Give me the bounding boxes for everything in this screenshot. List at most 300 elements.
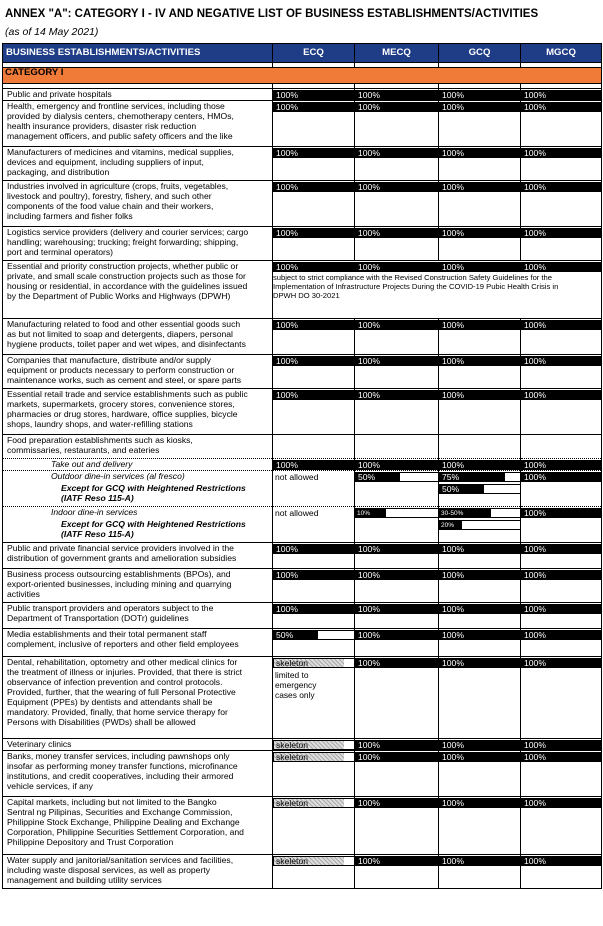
text-line: Manufacturers of medicines and vitamins, medical supplies, (7, 147, 234, 157)
table-row (3, 89, 602, 101)
table-row (3, 261, 602, 319)
capacity-bar (355, 856, 439, 866)
capacity-bar (355, 102, 439, 112)
capacity-bar (521, 460, 602, 470)
row-label (3, 603, 273, 629)
capacity-bar (439, 544, 521, 554)
capacity-value: skeleton (274, 857, 344, 865)
capacity-value: 100% (522, 183, 602, 191)
capacity-bar (439, 856, 521, 866)
text-line: emergency (275, 680, 317, 690)
capacity-bar (355, 508, 439, 518)
text-line: Essential retail trade and service establishments such as public (7, 389, 248, 399)
capacity-bar (521, 798, 602, 808)
text-line: livestock and poultry), forestry, fishery, and such other (7, 191, 212, 201)
text-line: complement, inclusive of reporters and other field employees (7, 639, 239, 649)
table-row (3, 519, 602, 543)
capacity-value: 100% (440, 149, 521, 157)
text-line: health insurance providers, disaster risk reduction (7, 121, 197, 131)
page-subtitle: (as of 14 May 2021) (5, 26, 99, 38)
text-line: commissaries, restaurants, and eateries (7, 445, 160, 455)
capacity-bar (521, 658, 602, 668)
text-line: Business process outsourcing establishments (BPOs), and (7, 569, 231, 579)
text-line: Essential and priority construction projects, whether public or (7, 261, 239, 271)
capacity-value: 100% (274, 263, 358, 271)
table-row (3, 483, 602, 507)
text-line: Health, emergency and frontline services, including those (7, 101, 225, 111)
capacity-value: 100% (356, 103, 439, 111)
capacity-value: 100% (274, 357, 355, 365)
row-label (3, 389, 273, 435)
capacity-value: 100% (356, 183, 439, 191)
capacity-value: 100% (522, 473, 602, 481)
row-label: Veterinary clinics (3, 739, 273, 751)
row-label (3, 181, 273, 227)
text-line: Capital markets, including but not limited to the Bangko (7, 797, 217, 807)
skeleton-badge (273, 658, 355, 668)
capacity-value: 100% (356, 321, 439, 329)
capacity-bar (355, 752, 439, 762)
skeleton-badge (273, 740, 355, 750)
capacity-bar (439, 798, 521, 808)
row-label: Outdoor dine-in services (al fresco) (3, 471, 273, 483)
capacity-bar (273, 570, 355, 580)
capacity-bar (355, 390, 439, 400)
row-label (3, 543, 273, 569)
capacity-bar (521, 228, 602, 238)
capacity-bar (355, 356, 439, 366)
text-line: institutions, and credit cooperatives, including their armored (7, 771, 234, 781)
capacity-bar (355, 262, 441, 272)
text-line: Department of Transportation (DOTr) guidelines (7, 613, 189, 623)
table-row (3, 629, 602, 657)
capacity-bar (355, 228, 439, 238)
exception-label (3, 483, 273, 507)
capacity-value: 100% (522, 461, 602, 469)
text-line: pharmacies or drug stores, hardware, office supplies, bicycle (7, 409, 238, 419)
text-line: Food preparation establishments such as kiosks, (7, 435, 193, 445)
capacity-bar (355, 740, 439, 750)
text-line: Banks, money transfer services, including pawnshops only (7, 751, 230, 761)
capacity-bar (355, 472, 439, 482)
row-label (3, 355, 273, 389)
table-row (3, 147, 602, 181)
capacity-bar (273, 90, 355, 100)
capacity-value: 100% (522, 799, 602, 807)
capacity-bar (273, 356, 355, 366)
row-label (3, 569, 273, 603)
capacity-value: 50% (356, 473, 400, 481)
construction-values (273, 261, 602, 319)
text-line: (IATF Reso 115-A) (61, 528, 134, 539)
capacity-bar (521, 102, 602, 112)
text-line: port and terminal operators) (7, 247, 114, 257)
capacity-bar (355, 320, 439, 330)
skeleton-badge (273, 752, 355, 762)
column-header-mgcq: MGCQ (521, 44, 602, 63)
column-header-ecq: ECQ (273, 44, 355, 63)
capacity-value: 100% (356, 357, 439, 365)
table-row (3, 739, 602, 751)
capacity-value: 100% (522, 229, 602, 237)
capacity-value: 100% (522, 357, 602, 365)
capacity-value: 100% (356, 605, 439, 613)
table-header-row (3, 44, 602, 63)
row-label (3, 657, 273, 739)
capacity-value: 100% (440, 461, 521, 469)
capacity-bar (439, 90, 521, 100)
skeleton-badge (273, 798, 355, 808)
column-header-mecq: MECQ (355, 44, 439, 63)
capacity-value: skeleton (274, 799, 344, 807)
capacity-value: 100% (440, 263, 524, 271)
text-line: management and building utility services (7, 875, 162, 885)
capacity-value: 100% (274, 461, 355, 469)
text-line: activities (7, 589, 40, 599)
text-line: export-oriented businesses, including mining and quarrying (7, 579, 232, 589)
capacity-value: 100% (274, 149, 355, 157)
text-line: Media establishments and their total permanent staff (7, 629, 207, 639)
capacity-bar (521, 570, 602, 580)
table-row (3, 657, 602, 739)
capacity-bar (439, 460, 521, 470)
capacity-bar (273, 320, 355, 330)
capacity-value: 100% (440, 229, 521, 237)
capacity-value: 100% (356, 263, 440, 271)
capacity-value: 100% (522, 149, 602, 157)
capacity-value: 100% (356, 91, 439, 99)
text-line: as but not limited to soap and detergents, diapers, personal (7, 329, 233, 339)
capacity-bar (439, 472, 521, 482)
text-line: by the Department of Public Works and Highways (DPWH) (7, 291, 231, 301)
capacity-bar (521, 90, 602, 100)
capacity-value: 100% (440, 659, 521, 667)
text-line: observance of infection prevention and control protocols. (7, 677, 223, 687)
text-line: including waste disposal services, as well as property (7, 865, 211, 875)
text-line: Persons with Disabilities (PWDs) shall be allowed (7, 717, 196, 727)
capacity-value: 100% (522, 321, 602, 329)
capacity-bar (273, 228, 355, 238)
capacity-bar (521, 544, 602, 554)
text-line: Provided, further, that the wearing of full Personal Protective (7, 687, 236, 697)
capacity-value: 100% (522, 857, 602, 865)
text-line: maintenance works, such as cement and steel, or spare parts (7, 375, 242, 385)
text-line: Companies that manufacture, distribute and/or supply (7, 355, 211, 365)
capacity-value: 100% (440, 91, 521, 99)
capacity-value: 100% (522, 741, 602, 749)
capacity-bar (521, 356, 602, 366)
capacity-value: 75% (440, 473, 505, 481)
capacity-value: 100% (356, 659, 439, 667)
business-table (2, 43, 602, 889)
text-line: components of the food value chain and their workers, (7, 201, 214, 211)
capacity-bar (273, 544, 355, 554)
text-line: Logistics service providers (delivery and courier services; cargo (7, 227, 249, 237)
capacity-bar (439, 508, 521, 518)
text-line: provided by dialysis centers, chemotherapy centers, HMOs, (7, 111, 234, 121)
capacity-value: 100% (522, 91, 602, 99)
text-line: Except for GCQ with Heightened Restrictions (61, 518, 246, 529)
text-line: subject to strict compliance with the Revised Construction Safety Guidelines for the (273, 273, 552, 282)
capacity-value: 100% (274, 183, 355, 191)
capacity-value: 100% (356, 631, 439, 639)
table-row (3, 227, 602, 261)
construction-note (273, 272, 601, 300)
capacity-value: 100% (356, 857, 439, 865)
capacity-bar (439, 102, 521, 112)
capacity-bar (355, 658, 439, 668)
capacity-bar (439, 752, 521, 762)
skeleton-badge (273, 856, 355, 866)
row-label (3, 261, 273, 319)
table-row (3, 603, 602, 629)
capacity-bar (273, 262, 359, 272)
table-row (3, 319, 602, 355)
capacity-value: 100% (274, 545, 355, 553)
capacity-bar (521, 740, 602, 750)
text-line: DPWH DO 30-2021 (273, 291, 340, 300)
capacity-value: skeleton (274, 741, 344, 749)
text-line: Philippine Stock Exchange, Philippine Dealing and Exchange (7, 817, 240, 827)
text-line: Manufacturing related to food and other essential goods such (7, 319, 241, 329)
row-label (3, 855, 273, 889)
text-line: Implementation of Infrastructure Projects During the COVID-19 Pubic Health Crisis in (273, 282, 559, 291)
capacity-value: 100% (440, 631, 521, 639)
capacity-bar (355, 544, 439, 554)
capacity-bar (521, 856, 602, 866)
capacity-bar (273, 460, 355, 470)
capacity-value: 100% (274, 391, 355, 399)
text-line: distribution of government grants and amelioration subsidies (7, 553, 237, 563)
row-label (3, 101, 273, 147)
text-line: limited to (275, 670, 309, 680)
text-line: equipment or products necessary to perform construction or (7, 365, 235, 375)
capacity-value: 100% (440, 753, 521, 761)
table-row (3, 471, 602, 483)
capacity-value: 100% (356, 149, 439, 157)
capacity-bar (521, 752, 602, 762)
capacity-bar (439, 740, 521, 750)
text-line: private, and small scale construction projects such as those for (7, 271, 246, 281)
capacity-bar (355, 90, 439, 100)
text-line: (IATF Reso 115-A) (61, 492, 134, 503)
text-line: shops, laundry shops, and water-refilling stations (7, 419, 193, 429)
capacity-value: 100% (522, 659, 602, 667)
capacity-bar (273, 604, 355, 614)
capacity-value: 100% (440, 571, 521, 579)
text-line: Public and private hospitals (7, 89, 112, 99)
text-line: Water supply and janitorial/sanitation services and facilities, (7, 855, 234, 865)
capacity-value: 30-50% (440, 509, 491, 517)
capacity-value: 100% (522, 509, 602, 517)
capacity-value: 100% (274, 321, 355, 329)
capacity-value: 100% (440, 605, 521, 613)
capacity-bar (355, 630, 439, 640)
capacity-bar (521, 148, 602, 158)
text-line: handling; warehousing; trucking; freight forwarding; shipping, (7, 237, 239, 247)
capacity-value: 100% (274, 571, 355, 579)
capacity-value: 100% (274, 103, 355, 111)
capacity-value: 100% (440, 321, 521, 329)
text-line: Philippine Depository and Trust Corporation (7, 837, 174, 847)
capacity-value: 100% (522, 605, 602, 613)
capacity-text: not allowed (275, 472, 319, 482)
table-row (3, 355, 602, 389)
capacity-value: 100% (440, 391, 521, 399)
text-line: Equipment (PPEs) by dentists and attendants shall be (7, 697, 213, 707)
capacity-value: skeleton (274, 753, 344, 761)
capacity-bar (439, 390, 521, 400)
table-row (3, 797, 602, 855)
row-label (3, 227, 273, 261)
capacity-value: 100% (440, 545, 521, 553)
table-row (3, 389, 602, 435)
capacity-bar (439, 262, 525, 272)
text-line: the treatment of illness or injuries. Provided, that there is strict (7, 667, 242, 677)
capacity-value: 100% (522, 753, 602, 761)
capacity-bar (355, 182, 439, 192)
capacity-value: 50% (274, 631, 318, 639)
text-line: Sentral ng Pilipinas, Securities and Exchange Commission, (7, 807, 233, 817)
capacity-value: 100% (274, 229, 355, 237)
capacity-value: 10% (356, 509, 386, 517)
row-label: Take out and delivery (3, 459, 273, 471)
capacity-value: 100% (522, 631, 602, 639)
text-line: Dental, rehabilitation, optometry and other medical clinics for (7, 657, 238, 667)
capacity-bar (439, 658, 521, 668)
capacity-bar (521, 182, 602, 192)
row-label: Indoor dine-in services (3, 507, 273, 519)
capacity-bar (521, 630, 602, 640)
capacity-bar (273, 148, 355, 158)
row-label (3, 147, 273, 181)
table-row (3, 459, 602, 471)
column-header-gcq: GCQ (439, 44, 521, 63)
capacity-value: 100% (356, 545, 439, 553)
capacity-value: 100% (440, 183, 521, 191)
table-row (3, 751, 602, 797)
capacity-value: 100% (356, 571, 439, 579)
row-label (3, 629, 273, 657)
capacity-bar (439, 604, 521, 614)
table-row (3, 855, 602, 889)
row-label (3, 89, 273, 101)
table-row (3, 101, 602, 147)
capacity-bar (355, 148, 439, 158)
text-line: vehicle services, if any (7, 781, 93, 791)
capacity-text: not allowed (275, 508, 319, 518)
capacity-value: 100% (356, 461, 439, 469)
text-line: Except for GCQ with Heightened Restrictions (61, 482, 246, 493)
capacity-value: 100% (440, 857, 521, 865)
capacity-bar (355, 570, 439, 580)
capacity-value: skeleton (274, 659, 344, 667)
category-row (3, 68, 602, 84)
capacity-bar (521, 604, 602, 614)
capacity-bar (355, 460, 439, 470)
dental-note (273, 668, 354, 700)
capacity-value: 100% (356, 753, 439, 761)
capacity-value: 100% (522, 391, 602, 399)
capacity-bar (439, 182, 521, 192)
column-header-activities: BUSINESS ESTABLISHMENTS/ACTIVITIES (3, 44, 273, 63)
text-line: cases only (275, 690, 315, 700)
capacity-value: 100% (522, 545, 602, 553)
capacity-bar (273, 102, 355, 112)
capacity-bar (521, 390, 602, 400)
text-line: mandatory. Provided, finally, that home service therapy for (7, 707, 228, 717)
row-label (3, 797, 273, 855)
capacity-bar (439, 484, 521, 494)
text-line: insofar as performing money transfer functions, microfinance (7, 761, 238, 771)
capacity-value: 100% (440, 799, 521, 807)
table-row (3, 543, 602, 569)
capacity-bar (273, 630, 355, 640)
category-label: CATEGORY I (3, 68, 602, 84)
capacity-bar (521, 508, 602, 518)
row-label (3, 319, 273, 355)
capacity-bar (439, 148, 521, 158)
table-row (3, 507, 602, 519)
capacity-value: 100% (522, 103, 602, 111)
page-title: ANNEX "A": CATEGORY I - IV AND NEGATIVE LIST OF BUSINESS ESTABLISHMENTS/ACTIVITIES (5, 8, 539, 20)
table-row (3, 435, 602, 459)
text-line: devices and equipment, including suppliers of input, (7, 157, 204, 167)
capacity-bar (439, 630, 521, 640)
text-line: markets, supermarkets, grocery stores, convenience stores, (7, 399, 235, 409)
text-line: packaging, and distribution (7, 167, 110, 177)
capacity-value: 100% (522, 263, 602, 271)
capacity-value: 100% (356, 799, 439, 807)
text-line: management officers, and public safety officers and the like (7, 131, 233, 141)
capacity-value: 100% (356, 741, 439, 749)
table-row (3, 569, 602, 603)
text-line: housing or residential, in accordance with the guidelines issued (7, 281, 248, 291)
capacity-value: 100% (356, 229, 439, 237)
text-line: Industries involved in agriculture (crops, fruits, vegetables, (7, 181, 229, 191)
capacity-value: 20% (440, 521, 462, 529)
capacity-bar (273, 390, 355, 400)
capacity-value: 100% (440, 741, 521, 749)
capacity-bar (439, 570, 521, 580)
capacity-value: 100% (274, 91, 355, 99)
text-line: Corporation, Philippine Securities Settlement Corporation, and (7, 827, 244, 837)
capacity-value: 100% (356, 391, 439, 399)
capacity-bar (439, 520, 521, 530)
capacity-bar (439, 356, 521, 366)
capacity-value: 100% (274, 605, 355, 613)
capacity-bar (521, 262, 602, 272)
text-line: including farmers and fisher folks (7, 211, 133, 221)
capacity-value: 100% (522, 571, 602, 579)
text-line: Public transport providers and operators subject to the (7, 603, 214, 613)
capacity-bar (521, 320, 602, 330)
table-row (3, 181, 602, 227)
capacity-bar (273, 182, 355, 192)
text-line: Public and private financial service providers involved in the (7, 543, 234, 553)
capacity-bar (439, 228, 521, 238)
capacity-bar (521, 472, 602, 482)
capacity-value: 100% (440, 357, 521, 365)
capacity-bar (439, 320, 521, 330)
capacity-value: 100% (440, 103, 521, 111)
exception-label (3, 519, 273, 543)
capacity-bar (355, 798, 439, 808)
text-line: hygiene products, toilet paper and wet wipes, and disinfectants (7, 339, 246, 349)
row-label (3, 435, 273, 459)
capacity-value: 50% (440, 485, 484, 493)
row-label (3, 751, 273, 797)
